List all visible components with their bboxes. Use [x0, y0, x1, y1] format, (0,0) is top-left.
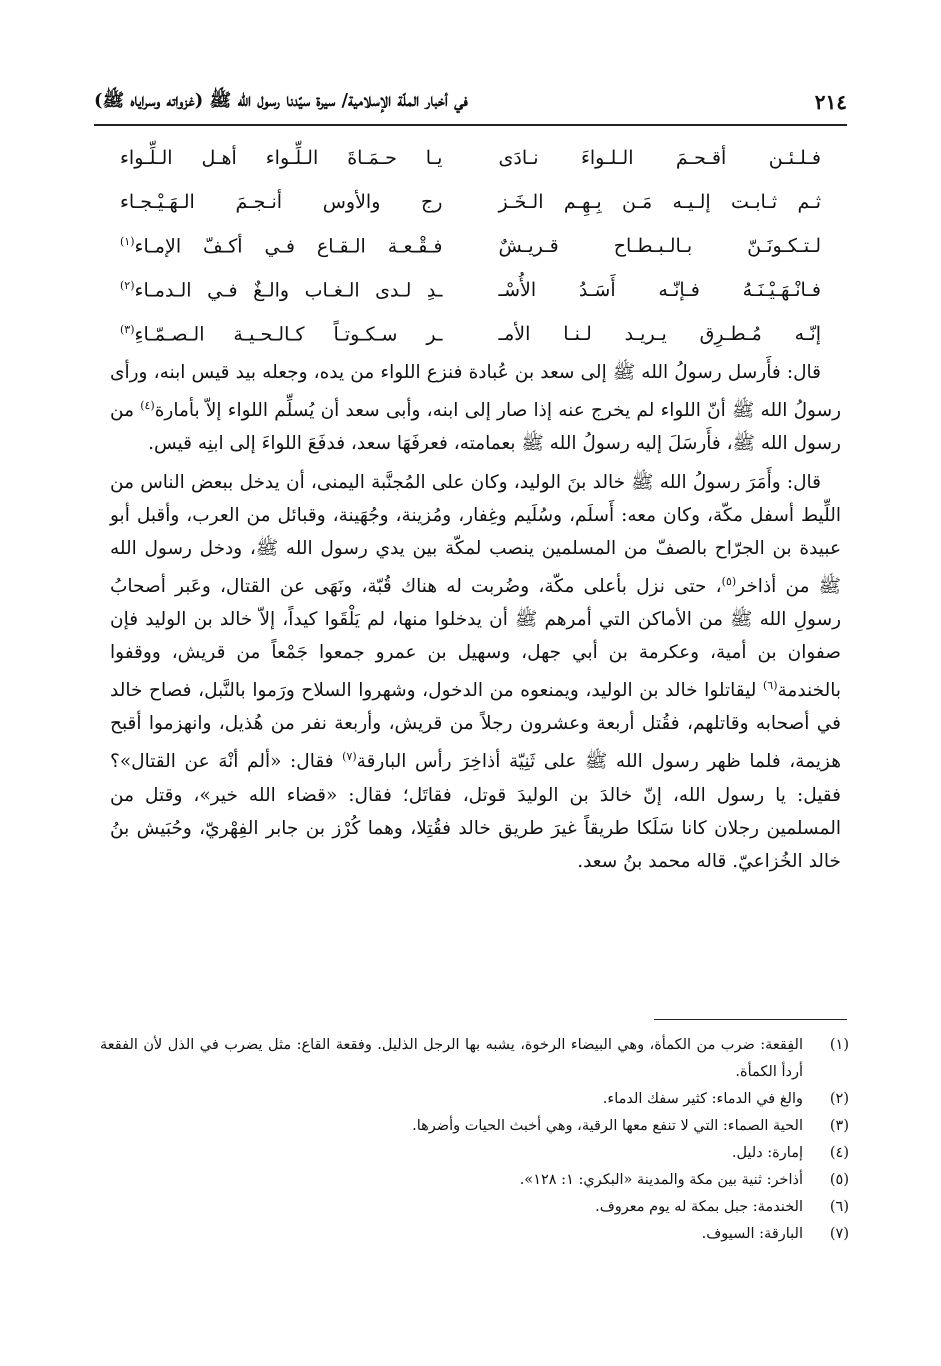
poem-verse: [120, 136, 821, 180]
footnote-number: (١): [829, 1037, 849, 1053]
footnote-ref: (٦): [762, 679, 778, 693]
footnote-ref: (٧): [342, 750, 357, 764]
paragraph: [110, 466, 841, 877]
footnote: [100, 1140, 849, 1167]
hemistich-text: فـانْـهَـيْـنَـهُ فـإنّـه أَسَـدُ الأُسْـ: [498, 279, 821, 301]
hemistich-text: يـا حـمَـاةَ الـلِّـواء أهـل الـلِّـواء: [120, 147, 443, 169]
hemistich-text: رج والأوس أنـجـمَ الـهَـيْـجـاء: [120, 191, 443, 213]
paragraph-text: قال: فأَرسل رسولُ الله ﷺ إلى سعد بن عُبادة فنزع اللواء من يده، وجعله بيد قيس ابنه، ورأى رسولُ الله ﷺ أنّ اللواء لم يخرج عنه إذا صار إلى ابنه، وأبى سعد أن يُسلِّم اللواء إلاّ بأمارة: [110, 362, 842, 422]
footnote-number: (٢): [829, 1091, 849, 1107]
footnote-ref: (٣): [120, 322, 135, 336]
poem-verse: [120, 268, 821, 312]
poem: [120, 136, 821, 356]
hemistich-second: [120, 279, 442, 301]
footnote-text: الحية الصماء: التي لا تنفع معها الرقية، وهي أخبث الحيات وأضرها.: [412, 1118, 803, 1134]
footnote-ref: (٤): [140, 399, 155, 412]
footnote-number: (٣): [829, 1118, 849, 1134]
hemistich-first: [499, 235, 821, 257]
header-rule: [94, 124, 847, 126]
body-text: [110, 356, 841, 884]
hemistich-text: فـلـئـن أقـحـمَ الـلـواءَ نـادَى: [498, 147, 821, 169]
footnote: [100, 1194, 849, 1221]
paragraph-text: قال: وأَمَرَ رسولُ الله ﷺ خالد بنَ الوليد، وكان على المُجنَّبة اليمنى، أن يدخل ببعض الناس من اللِّيط أسفل مكّة، وكان معه: أَسلَم، وسُلَيم وغِفار، ومُزينة، وجُهَينة، وقبائل من العرب، وأقبل أبو عبيدة بن الجرّاح بالصفّ من المسلمين ينصب لمكّة بين يدي رسول الله ﷺ، ودخل رسول الله ﷺ من أذاخر: [110, 472, 842, 598]
hemistich-text: لـتـكـونَـنّ بـالـبـطـاح قـريـشٌ: [498, 235, 821, 257]
hemistich-text: فـقْـعـة الـقـاع فـي أكـفّ الإمـاء: [134, 235, 443, 258]
footnote-ref: (٥): [721, 575, 737, 589]
hemistich-text: ـدِ لـدى الـغـاب والـغٌ فـي الـدمـاء: [134, 279, 443, 302]
poem-verse: [120, 224, 821, 268]
footnote-text: أذاخر: ثنية بين مكة والمدينة «البكري: ١: ١٢٨».: [519, 1172, 803, 1188]
running-title: في أخبار الملّة الإسلامية/ سيرة سيّدنا رسول الله ﷺ (غزواته وسراياه ﷺ): [94, 90, 468, 111]
hemistich-first: [499, 191, 821, 213]
footnotes: [100, 1032, 849, 1248]
footnote-number: (٧): [829, 1226, 849, 1242]
paragraph-text: من رسول الله ﷺ، فأَرسَلَ إليه رسولُ الله ﷺ بعمامته، فعرفَهَا سعد، فدفَعَ اللواءَ إلى ابنِه قيس.: [110, 400, 841, 455]
hemistich-text: ثـم ثـابـت إلـيـه مَـن بِـهِـم الـخَـز: [498, 191, 821, 213]
running-header: [94, 84, 847, 120]
footnote-text: الفِقعة: ضرب من الكمأة، وهي البيضاء الرخوة، يشبه بها الرجل الذليل. وفقعة القاع: مثل يضرب في الذل لأن الفقعة أردأ الكمأة.: [100, 1037, 803, 1080]
poem-verse: [120, 312, 821, 356]
paragraph-text: ليقاتلوا خالد بن الوليد، ويمنعوه من الدخول، وشهروا السلاح ورَموا بالنَّبل، فصاح خالد في أصحابه وقاتلهم، فقُتل أربعة وعشرون رجلاً من قريش، وأربعة نفر من هُذيل، وانهزموا أقبح هزيمة، فلما ظهر رسول الله ﷺ على ثَنِيّة أذاخِرَ رأس البارقة: [110, 680, 841, 773]
hemistich-first: [499, 279, 821, 301]
paragraph: [110, 356, 841, 460]
footnote-text: والغ في الدماء: كثير سفك الدماء.: [602, 1091, 803, 1107]
footnote: [100, 1113, 849, 1140]
hemistich-text: ـر سـكـوتـاً كـالـحـيـة الـصـمّـاءِ: [134, 323, 443, 346]
paragraph-text: فقال: «ألم أنْهَ عن القتال»؟ فقيل: يا رسول الله، إنّ خالدَ بن الوليدَ قوتل، فقاتَل؛ فقال: «قضاء الله خير»، وقتل من المسلمين رجلان كانا سَلَكا طريقاً غيرَ طريق خالد فقُتِلا، وهما كُرْز بن جابر الفِهْريّ، وحُبَيش بنُ خالد الخُزاعيّ. قاله محمد بنُ سعد.: [110, 751, 841, 872]
footnote-ref: (١): [120, 234, 135, 248]
hemistich-second: [120, 323, 442, 345]
paragraph-text: ، حتى نزل بأعلى مكّة، وضُربت له هناك قُبّة، ونَهَى عن القتال، وعَبر أصحابُ رسولِ الله ﷺ من الأماكن التي أمرهم ﷺ أن يدخلوا منها، لم يَلْقَوا كيداً، إلاّ خالد بن الوليد فإن صفوان بن أمية، وعكرمة بن أبي جهل، وسهيل بن عمرو جمعوا جَمْعاً من قريش، ووقفوا بالخندمة: [110, 576, 841, 702]
hemistich-second: [120, 191, 442, 213]
footnote-number: (٥): [829, 1172, 849, 1188]
hemistich-second: [120, 235, 442, 257]
poem-verse: [120, 180, 821, 224]
page-number: ٢١٤: [814, 90, 847, 114]
hemistich-text: إنّـه مُـطـرِق يـريـد لـنـا الأمـ: [498, 323, 821, 345]
footnote-number: (٤): [829, 1145, 849, 1161]
footnote-text: البارقة: السيوف.: [701, 1226, 803, 1242]
footnote-ref: (٢): [120, 278, 135, 292]
footnote-text: الخندمة: جبل بمكة له يوم معروف.: [595, 1199, 803, 1215]
footnote-number: (٦): [829, 1199, 849, 1215]
footnote-text: إمارة: دليل.: [731, 1145, 803, 1161]
hemistich-first: [499, 147, 821, 169]
footnote-separator: [654, 1019, 847, 1020]
hemistich-first: [499, 323, 821, 345]
footnote: [100, 1167, 849, 1194]
footnote: [100, 1032, 849, 1086]
footnote: [100, 1221, 849, 1248]
footnote: [100, 1086, 849, 1113]
hemistich-second: [120, 147, 442, 169]
